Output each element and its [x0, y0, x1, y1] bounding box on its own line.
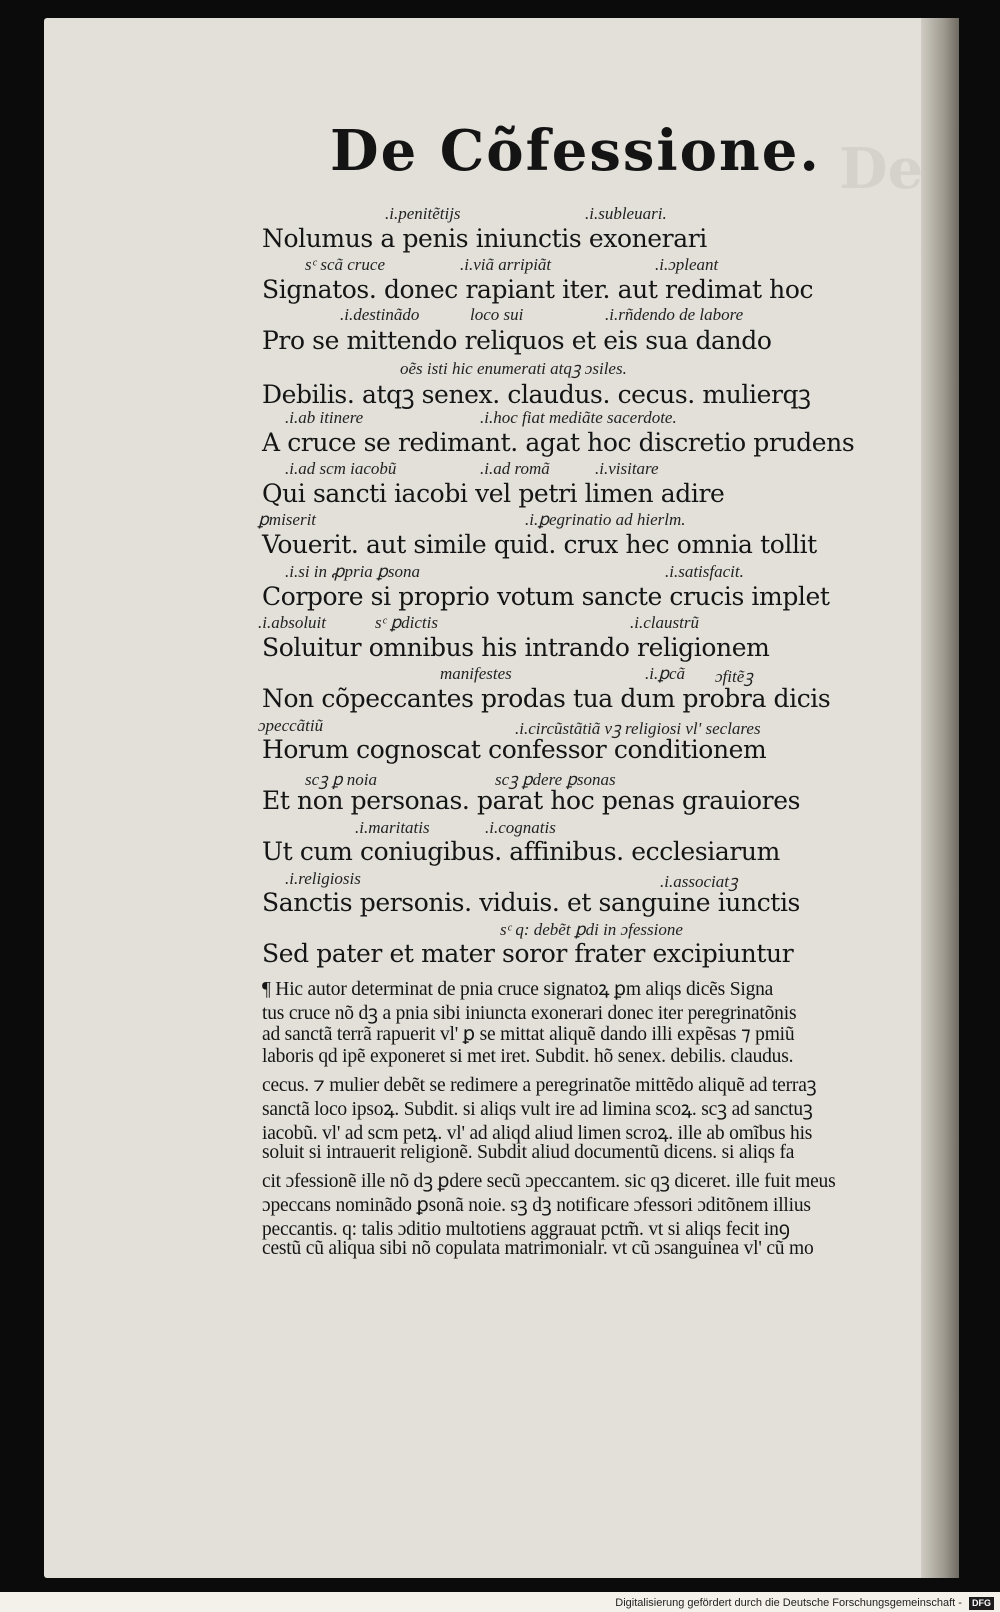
gloss: .i.visitare: [595, 459, 659, 478]
gloss: .i.absoluit: [258, 613, 327, 632]
verse-line: Debilis. atqꝫ senex. claudus. cecus. mulierqꝫ: [262, 380, 811, 409]
gloss: manifestes: [440, 664, 512, 683]
gloss: .i.associatꝫ: [660, 872, 738, 891]
gloss: loco sui: [470, 305, 524, 324]
commentary-line: ɔpeccans nominãdo ꝑsonã noie. sꝫ dꝫ notificare ɔfessori ɔditõnem illius: [262, 1195, 811, 1216]
gloss: sᶜ scã cruce: [305, 255, 385, 274]
verse-line: Pro se mittendo reliquos et eis sua dando: [262, 326, 772, 355]
footer-credit: Digitalisierung gefördert durch die Deutsche Forschungsgemeinschaft -: [615, 1597, 962, 1609]
verse-line: Horum cognoscat confessor conditionem: [262, 735, 767, 764]
commentary-line: peccantis. q: talis ɔditio multotiens aggrauat pctm̃. vt si aliqs fecit inꝯ: [262, 1219, 790, 1240]
gloss: .i.maritatis: [355, 818, 430, 837]
gloss: .i.cognatis: [485, 818, 556, 837]
gloss: ɔpeccãtiũ: [258, 716, 324, 735]
commentary-line: cecus. ⁊ mulier debẽt se redimere a peregrinatõe mittẽdo aliquẽ ad terraꝫ: [262, 1075, 817, 1096]
gloss: scꝫ ꝑ noia: [305, 770, 378, 789]
commentary-line: sanctã loco ipsoꝝ. Subdit. si aliqs vult ire ad limina scoꝝ. scꝫ ad sanctuꝫ: [262, 1099, 813, 1120]
gloss: .i.circũstãtiã vꝫ religiosi vl' seclares: [515, 719, 761, 738]
gloss: oẽs isti hic enumerati atqꝫ ɔsiles.: [400, 359, 627, 378]
gloss: .i.penitẽtijs: [385, 204, 461, 223]
gloss: .i.ɔpleant: [655, 255, 719, 274]
bleed-through-title: De: [839, 136, 924, 202]
gloss: .i.hoc fiat mediãte sacerdote.: [480, 408, 677, 427]
gloss: .i.destinãdo: [340, 305, 420, 324]
verse-line: Sanctis personis. viduis. et sanguine iunctis: [262, 888, 800, 917]
verse-line: Corpore si proprio votum sancte crucis implet: [262, 582, 830, 611]
gloss: .i.ad romã: [480, 459, 550, 478]
commentary-line: iacobũ. vl' ad scm petꝝ. vl' ad aliqd aliud limen scroꝝ. ille ab omĩbus his: [262, 1123, 813, 1144]
gloss: .i.ab itinere: [285, 408, 364, 427]
commentary-line: cit ɔfessionẽ ille nõ dꝫ ꝑdere secũ ɔpeccantem. sic qꝫ diceret. ille fuit meus: [262, 1171, 836, 1192]
gloss: .i.viã arripiãt: [460, 255, 552, 274]
gloss: .i.ꝑegrinatio ad hierlm.: [525, 510, 686, 529]
verse-line: Soluitur omnibus his intrando religionem: [262, 633, 770, 662]
gloss: .i.rñdendo de labore: [605, 305, 744, 324]
verse-line: A cruce se redimant. agat hoc discretio prudens: [262, 428, 855, 457]
verse-line: Nolumus a penis iniunctis exonerari: [262, 224, 707, 253]
gloss: .i.ꝑcã: [645, 664, 686, 683]
gloss: sᶜ ꝑdictis: [375, 613, 438, 632]
verse-line: Non cõpeccantes prodas tua dum probra dicis: [262, 684, 831, 713]
verse-line: Sed pater et mater soror frater excipiuntur: [262, 939, 794, 968]
gloss: sᶜ q: debẽt ꝑdi in ɔfessione: [500, 920, 683, 939]
commentary-line: ad sanctã terrã rapuerit vl' ꝑ se mittat aliquẽ dando illi expẽsas ⁊ pmiũ: [262, 1024, 795, 1045]
dfg-logo-icon: DFG: [969, 1597, 994, 1610]
verse-line: Vouerit. aut simile quid. crux hec omnia tollit: [262, 530, 817, 559]
commentary-line: soluit si intrauerit religionẽ. Subdit aliud documentũ dicens. si aliqs fa: [262, 1142, 795, 1163]
commentary-line: laboris qd ipẽ exponeret si met iret. Subdit. hõ senex. debilis. claudus.: [262, 1046, 794, 1067]
gloss: .i.religiosis: [285, 869, 361, 888]
commentary-line: ¶ Hic autor determinat de pnia cruce signatoꝝ ꝑm aliqs dicẽs Signa: [262, 979, 774, 1000]
digitization-footer: [615, 1594, 994, 1612]
gloss: .i.ad scm iacobũ: [285, 459, 397, 478]
verse-line: Et non personas. parat hoc penas grauiores: [262, 786, 801, 815]
commentary-line: cestũ cũ aliqua sibi nõ copulata matrimonialr. vt cũ ɔsanguinea vl' cũ mo: [262, 1238, 814, 1259]
verse-line: Signatos. donec rapiant iter. aut redimat hoc: [262, 275, 814, 304]
verse-line: Ut cum coniugibus. affinibus. ecclesiarum: [262, 837, 780, 866]
gloss: scꝫ ꝑdere ꝑsonas: [495, 770, 616, 789]
gloss: ɔfitẽꝫ: [715, 667, 753, 686]
gloss: .i.si in ꝓpria ꝑsona: [285, 562, 420, 581]
gloss: .i.satisfacit.: [665, 562, 744, 581]
verse-line: Qui sancti iacobi vel petri limen adire: [262, 479, 725, 508]
gloss: ꝑmiserit: [258, 510, 317, 529]
commentary-line: tus cruce nõ dꝫ a pnia sibi iniuncta exonerari donec iter peregrinatõnis: [262, 1003, 797, 1024]
gloss: .i.subleuari.: [585, 204, 667, 223]
page-title: De Cõfessione.: [330, 118, 821, 184]
gloss: .i.claustrũ: [630, 613, 699, 632]
page-edge-shadow: [921, 18, 959, 1578]
